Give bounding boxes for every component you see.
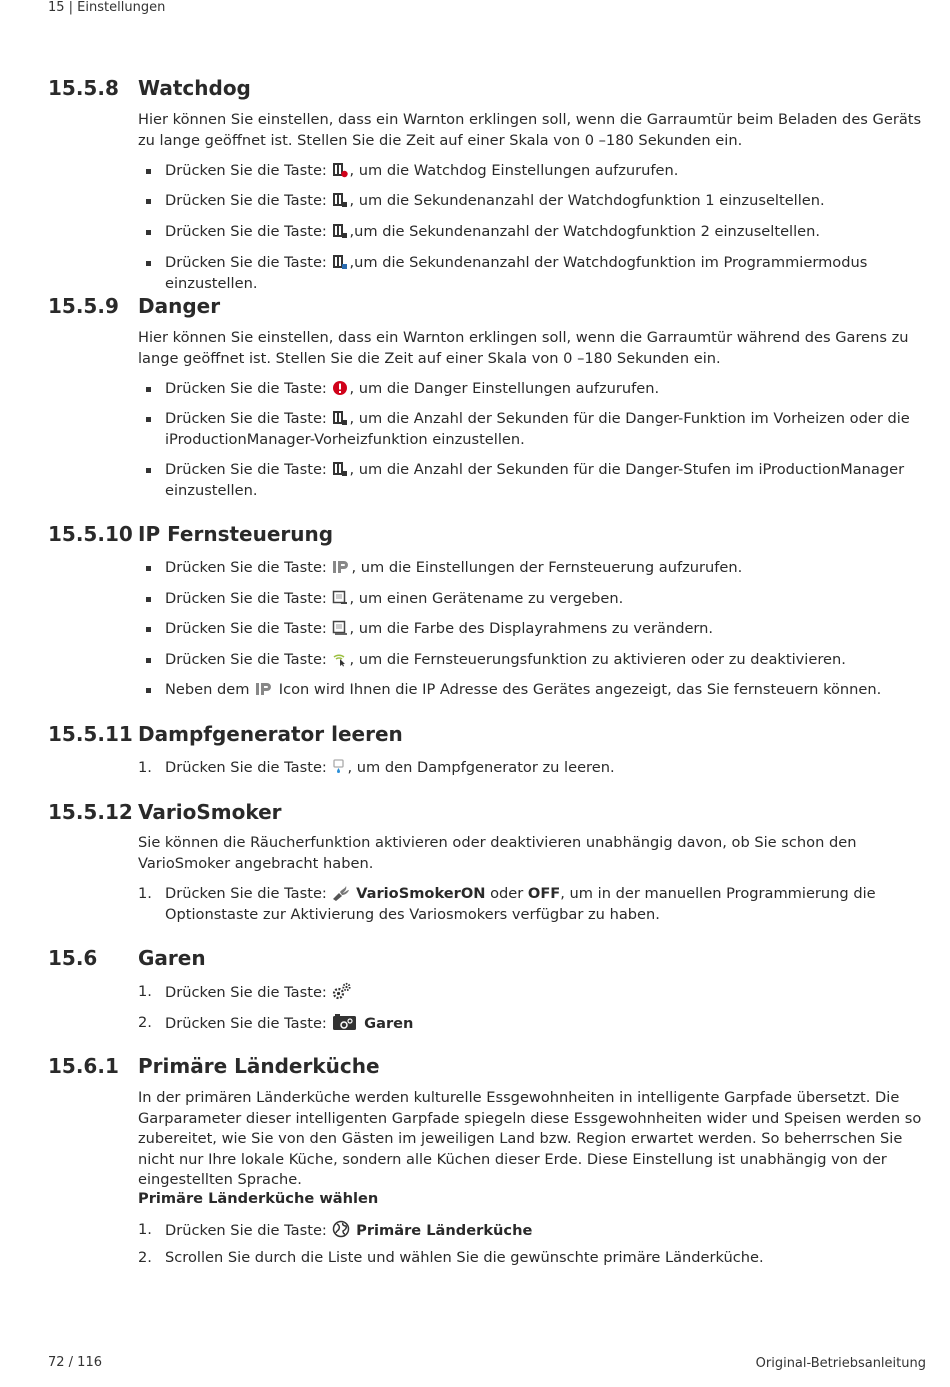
section-number: 15.6.1 bbox=[48, 1054, 119, 1078]
section-intro: Hier können Sie einstellen, dass ein Warnton erklingen soll, wenn die Garraumtür beim Beladen des Geräts zu lange geöffnet ist. Stellen Sie die Zeit auf einer Skala von 0 –180 Sekunden ein. bbox=[138, 111, 922, 149]
section-title: Garen bbox=[138, 946, 206, 970]
document-title: Original-Betriebsanleitung bbox=[755, 1356, 926, 1371]
section-title: IP Fernsteuerung bbox=[138, 522, 334, 546]
section-intro: Hier können Sie einstellen, dass ein Warnton erklingen soll, wenn die Garraumtür während des Garens zu lange geöffnet ist. Stellen Sie die Zeit auf einer Skala von 0 –180 Sekunden ein. bbox=[138, 329, 909, 367]
section-intro: Sie können die Räucherfunktion aktivieren oder deaktivieren unabhängig davon, ob Sie schon den VarioSmoker angebracht haben. bbox=[138, 834, 857, 872]
settings-gears-icon bbox=[332, 982, 352, 1000]
door-seconds-icon bbox=[332, 410, 348, 426]
list-item: Drücken Sie die Taste: ,um die Sekundenanzahl der Watchdogfunktion im Programmiermodus einzustellen. bbox=[138, 253, 928, 294]
watchdog-door-icon bbox=[332, 162, 348, 178]
door-seconds-icon bbox=[332, 254, 348, 270]
section-number: 15.5.11 bbox=[48, 722, 133, 746]
door-seconds-icon bbox=[332, 192, 348, 208]
display-frame-color-icon bbox=[332, 620, 348, 636]
list-item: 1. Drücken Sie die Taste: Primäre Länderküche bbox=[138, 1221, 533, 1239]
section-title: Danger bbox=[138, 294, 221, 318]
door-seconds-icon bbox=[332, 223, 348, 239]
list-item: 2. Drücken Sie die Taste: Garen bbox=[138, 1014, 414, 1032]
device-name-icon bbox=[332, 590, 348, 606]
door-seconds-icon bbox=[332, 461, 348, 477]
list-item: 1. Drücken Sie die Taste: , um den Dampfgenerator zu leeren. bbox=[138, 759, 615, 776]
cooking-settings-icon bbox=[332, 1013, 358, 1031]
section-title: Watchdog bbox=[138, 76, 251, 100]
list-item: Drücken Sie die Taste: , um die Danger Einstellungen aufzurufen. bbox=[138, 379, 928, 400]
section-number: 15.5.9 bbox=[48, 294, 119, 318]
steam-generator-drain-icon bbox=[332, 759, 346, 775]
section-title: VarioSmoker bbox=[138, 800, 282, 824]
list-item: 1. Drücken Sie die Taste: bbox=[138, 982, 928, 1004]
section-number: 15.6 bbox=[48, 946, 98, 970]
section-number: 15.5.10 bbox=[48, 522, 133, 546]
subheading: Primäre Länderküche wählen bbox=[138, 1190, 379, 1207]
list-item: Drücken Sie die Taste: , um die Fernsteuerungsfunktion zu aktivieren oder zu deaktivieren. bbox=[138, 650, 928, 671]
list-item: Drücken Sie die Taste: , um einen Gerätename zu vergeben. bbox=[138, 589, 928, 610]
page-header: 15 | Einstellungen bbox=[48, 0, 166, 15]
ip-remote-icon bbox=[255, 681, 273, 697]
list-item: Drücken Sie die Taste: , um die Sekundenanzahl der Watchdogfunktion 1 einzuseltellen. bbox=[138, 191, 928, 212]
page-number: 72 / 116 bbox=[48, 1355, 102, 1370]
ip-remote-icon bbox=[332, 559, 350, 575]
list-item: Drücken Sie die Taste: , um die Anzahl der Sekunden für die Danger-Stufen im iProductionManager einzustellen. bbox=[138, 460, 928, 501]
globe-icon bbox=[332, 1220, 350, 1238]
section-title: Primäre Länderküche bbox=[138, 1054, 380, 1078]
list-item: 2. Scrollen Sie durch die Liste und wählen Sie die gewünschte primäre Länderküche. bbox=[138, 1249, 764, 1266]
list-item: Drücken Sie die Taste: ,um die Sekundenanzahl der Watchdogfunktion 2 einzuseltellen. bbox=[138, 222, 928, 243]
danger-alert-icon bbox=[332, 380, 348, 396]
remote-toggle-icon bbox=[332, 651, 348, 667]
section-number: 15.5.8 bbox=[48, 76, 119, 100]
list-item: Drücken Sie die Taste: , um die Einstellungen der Fernsteuerung aufzurufen. bbox=[138, 558, 928, 579]
section-intro: In der primären Länderküche werden kulturelle Essgewohnheiten in intelligente Garpfade übersetzt. Die Garparameter dieser intelligenten Garpfade spiegeln diese Essgewohnheiten wider und Speisen werden so zubereitet, wie Sie von den Gästen im jeweiligen Land bzw. Region erwartet werden. So beherrschen Sie nicht nur Ihre lokale Küche, sondern alle Küchen dieser Erde. Diese Einstellung ist unabhängig von der eingestellten Sprache. bbox=[138, 1089, 922, 1188]
list-item: Drücken Sie die Taste: , um die Anzahl der Sekunden für die Danger-Funktion im Vorheizen oder die iProductionManager-Vorheizfunktion einzustellen. bbox=[138, 409, 928, 450]
list-item: Neben dem Icon wird Ihnen die IP Adresse des Gerätes angezeigt, das Sie fernsteuern können. bbox=[138, 680, 928, 701]
list-item: Drücken Sie die Taste: , um die Farbe des Displayrahmens zu verändern. bbox=[138, 619, 928, 640]
section-title: Dampfgenerator leeren bbox=[138, 722, 403, 746]
list-item: 1. Drücken Sie die Taste: VarioSmokerON oder OFF, um in der manuellen Programmierung die Optionstaste zur Aktivierung des Variosmokers verfügbar zu haben. bbox=[138, 885, 876, 923]
variosmoker-icon bbox=[332, 885, 350, 901]
section-number: 15.5.12 bbox=[48, 800, 133, 824]
list-item: Drücken Sie die Taste: , um die Watchdog Einstellungen aufzurufen. bbox=[138, 161, 928, 182]
